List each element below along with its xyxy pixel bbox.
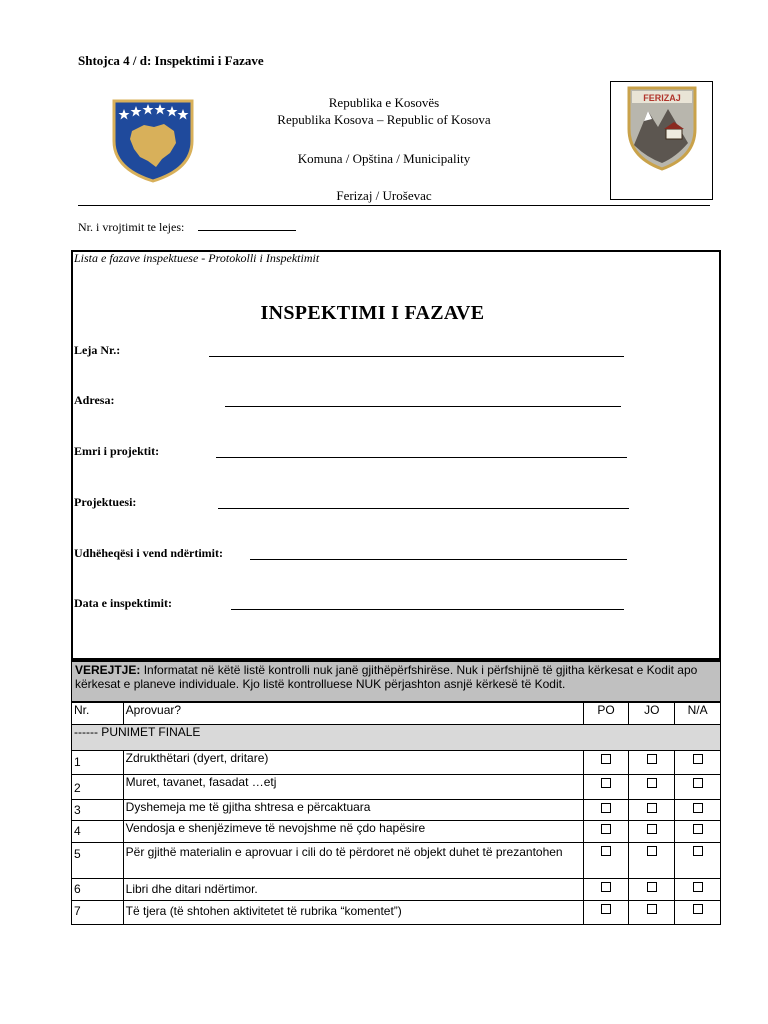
table-row [72,751,721,775]
checkbox-yes[interactable] [583,901,629,925]
header-republic-sq: Republika e Kosovës [328,95,440,110]
checkbox-yes[interactable] [583,800,629,821]
permit-label: Leja Nr.: [74,343,121,357]
row-number: 1 [72,751,124,775]
table-row [72,821,721,843]
designer-label: Projektuesi: [74,495,137,509]
checkbox-na[interactable] [675,901,721,925]
checkbox-no[interactable] [629,879,675,901]
ferizaj-crest-icon [626,85,698,171]
designer-field[interactable] [218,508,629,509]
header-approved: Aprovuar? [123,703,583,725]
row-item: Për gjithë materialin e aprovuar i cili do të përdoret në objekt duhet të prezantohen [123,843,583,879]
address-field[interactable] [225,406,621,407]
row-number: 4 [72,821,124,843]
header-nr: Nr. [72,703,124,725]
site-manager-label: Udhëheqësi i vend ndërtimit: [74,546,224,560]
header-na: N/A [675,703,721,725]
checkbox-na[interactable] [675,751,721,775]
header-municipality: Komuna / Opština / Municipality [297,151,471,166]
table-row [72,843,721,879]
inspection-permit-number-row [78,220,296,235]
checkbox-no[interactable] [629,821,675,843]
note-box [71,660,721,702]
address-label: Adresa: [74,393,115,407]
section-row [72,725,721,751]
table-row [72,800,721,821]
header-no: JO [629,703,675,725]
checkbox-no[interactable] [629,751,675,775]
table-row [72,879,721,901]
checkbox-yes[interactable] [583,821,629,843]
checkbox-na[interactable] [675,775,721,800]
row-number: 3 [72,800,124,821]
checklist-header-row [72,703,721,725]
checkbox-yes[interactable] [583,775,629,800]
appendix-title: Shtojca 4 / d: Inspektimi i Fazave [78,53,264,68]
checklist-table [71,702,721,925]
checkbox-no[interactable] [629,800,675,821]
row-number: 7 [72,901,124,925]
header-yes: PO [583,703,629,725]
row-item: Libri dhe ditari ndërtimor. [123,879,583,901]
permit-field[interactable] [209,356,624,357]
checkbox-na[interactable] [675,821,721,843]
site-manager-field[interactable] [250,559,627,560]
section-title: ------ PUNIMET FINALE [72,725,721,751]
header-city: Ferizaj / Uroševac [336,188,432,203]
checkbox-na[interactable] [675,879,721,901]
row-number: 5 [72,843,124,879]
kosovo-coat-of-arms-icon [110,97,196,183]
row-item: Të tjera (të shtohen aktivitetet të rubrika “komentet”) [123,901,583,925]
form-subtitle: Lista e fazave inspektuese - Protokolli i Inspektimit [74,251,320,265]
row-item: Muret, tavanet, fasadat …etj [123,775,583,800]
inspection-permit-number-label: Nr. i vrojtimit te lejes: [78,220,185,234]
header-divider [78,205,710,206]
checkbox-no[interactable] [629,775,675,800]
row-item: Vendosja e shenjëzimeve të nevojshme në çdo hapësire [123,821,583,843]
inspection-date-field[interactable] [231,609,624,610]
table-row [72,775,721,800]
note-text: Informatat në këtë listë kontrolli nuk janë gjithëpërfshirëse. Nuk i përfshijnë të gjitha kërkesat e Kodit apo kërkesat e planeve individuale. Kjo listë kontrolluese NUK përjashton asnjë kërkesë të Kodit. [75,663,698,691]
crest-city-text: FERIZAJ [643,93,681,103]
form-title: INSPEKTIMI I FAZAVE [260,302,485,324]
note-label: VEREJTJE: [75,663,141,677]
row-item: Dyshemeja me të gjitha shtresa e përcaktuara [123,800,583,821]
checkbox-no[interactable] [629,901,675,925]
inspection-date-label: Data e inspektimit: [74,596,172,610]
checkbox-yes[interactable] [583,751,629,775]
checkbox-yes[interactable] [583,843,629,879]
row-number: 6 [72,879,124,901]
project-name-field[interactable] [216,457,627,458]
checkbox-na[interactable] [675,800,721,821]
checkbox-yes[interactable] [583,879,629,901]
row-item: Zdrukthëtari (dyert, dritare) [123,751,583,775]
inspection-permit-number-field[interactable] [198,221,296,231]
header-republic-multi: Republika Kosova – Republic of Kosova [277,112,491,127]
checkbox-no[interactable] [629,843,675,879]
row-number: 2 [72,775,124,800]
checkbox-na[interactable] [675,843,721,879]
project-name-label: Emri i projektit: [74,444,160,458]
table-row [72,901,721,925]
